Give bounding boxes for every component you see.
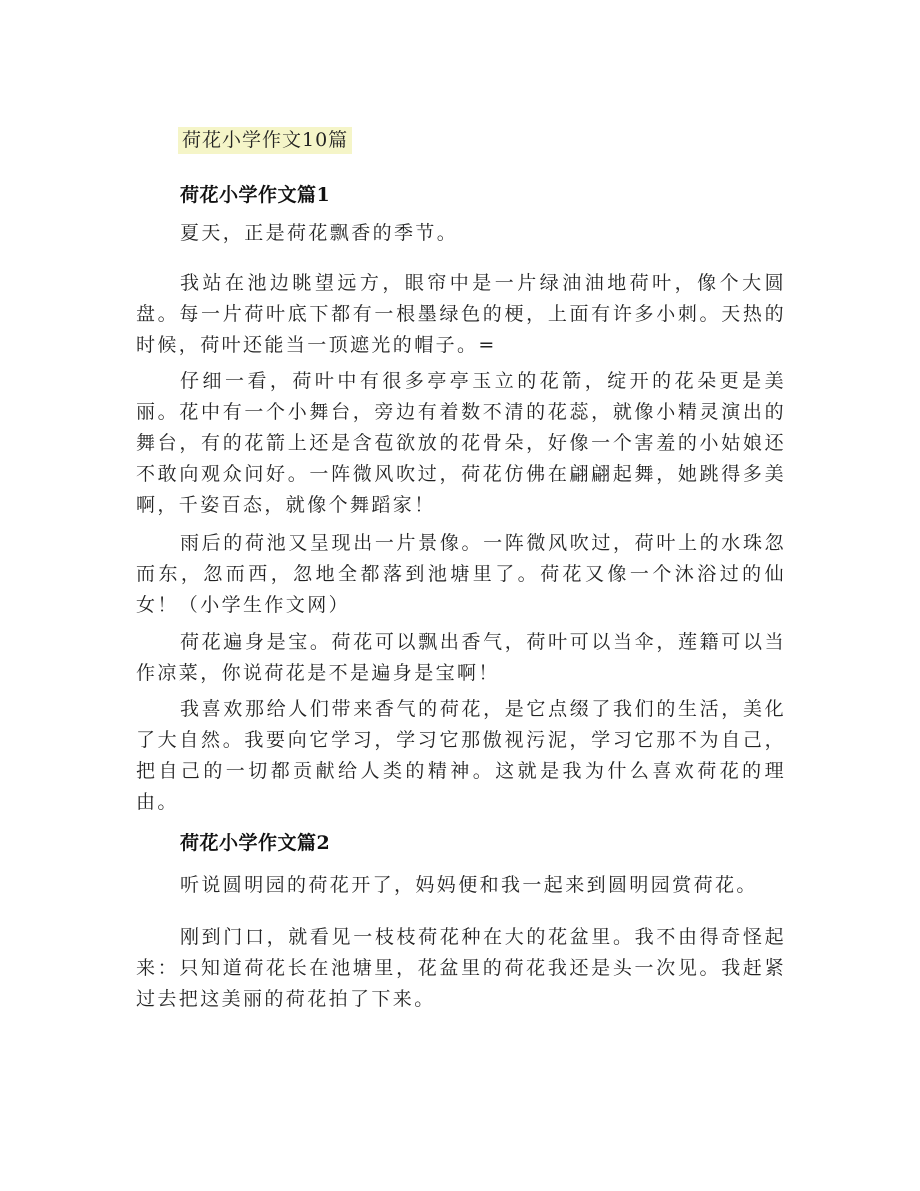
section-heading-1: 荷花小学作文篇1 — [180, 184, 331, 206]
paragraph: 听说圆明园的荷花开了，妈妈便和我一起来到圆明园赏荷花。 — [180, 874, 758, 896]
paragraph: 雨后的荷池又呈现出一片景像。一阵微风吹过，荷叶上的水珠忽而东，忽而西，忽地全都落到池塘里了。荷花又像一个沐浴过的仙女！（小学生作文网） — [136, 532, 786, 616]
section-heading-2: 荷花小学作文篇2 — [180, 832, 331, 854]
paragraph: 刚到门口，就看见一枝枝荷花种在大的花盆里。我不由得奇怪起来：只知道荷花长在池塘里，花盆里的荷花我还是头一次见。我赶紧过去把这美丽的荷花拍了下来。 — [136, 926, 786, 1010]
paragraph: 我站在池边眺望远方，眼帘中是一片绿油油地荷叶，像个大圆盘。每一片荷叶底下都有一根墨绿色的梗，上面有许多小刺。天热的时候，荷叶还能当一顶遮光的帽子。= — [136, 272, 786, 356]
paragraph: 我喜欢那给人们带来香气的荷花，是它点缀了我们的生活，美化了大自然。我要向它学习，学习它那傲视污泥，学习它那不为自己，把自己的一切都贡献给人类的精神。这就是我为什么喜欢荷花的理由。 — [136, 698, 786, 813]
paragraph: 夏天，正是荷花飘香的季节。 — [180, 222, 459, 244]
paragraph: 荷花遍身是宝。荷花可以飘出香气，荷叶可以当伞，莲籍可以当作凉菜，你说荷花是不是遍身是宝啊！ — [136, 631, 786, 684]
paragraph: 仔细一看，荷叶中有很多亭亭玉立的花箭，绽开的花朵更是美丽。花中有一个小舞台，旁边有着数不清的花蕊，就像小精灵演出的舞台，有的花箭上还是含苞欲放的花骨朵，好像一个害羞的小姑娘还不敢向观众问好。一阵微风吹过，荷花仿佛在翩翩起舞，她跳得多美啊，千姿百态，就像个舞蹈家！ — [136, 370, 786, 516]
document-title: 荷花小学作文10篇 — [178, 127, 352, 154]
